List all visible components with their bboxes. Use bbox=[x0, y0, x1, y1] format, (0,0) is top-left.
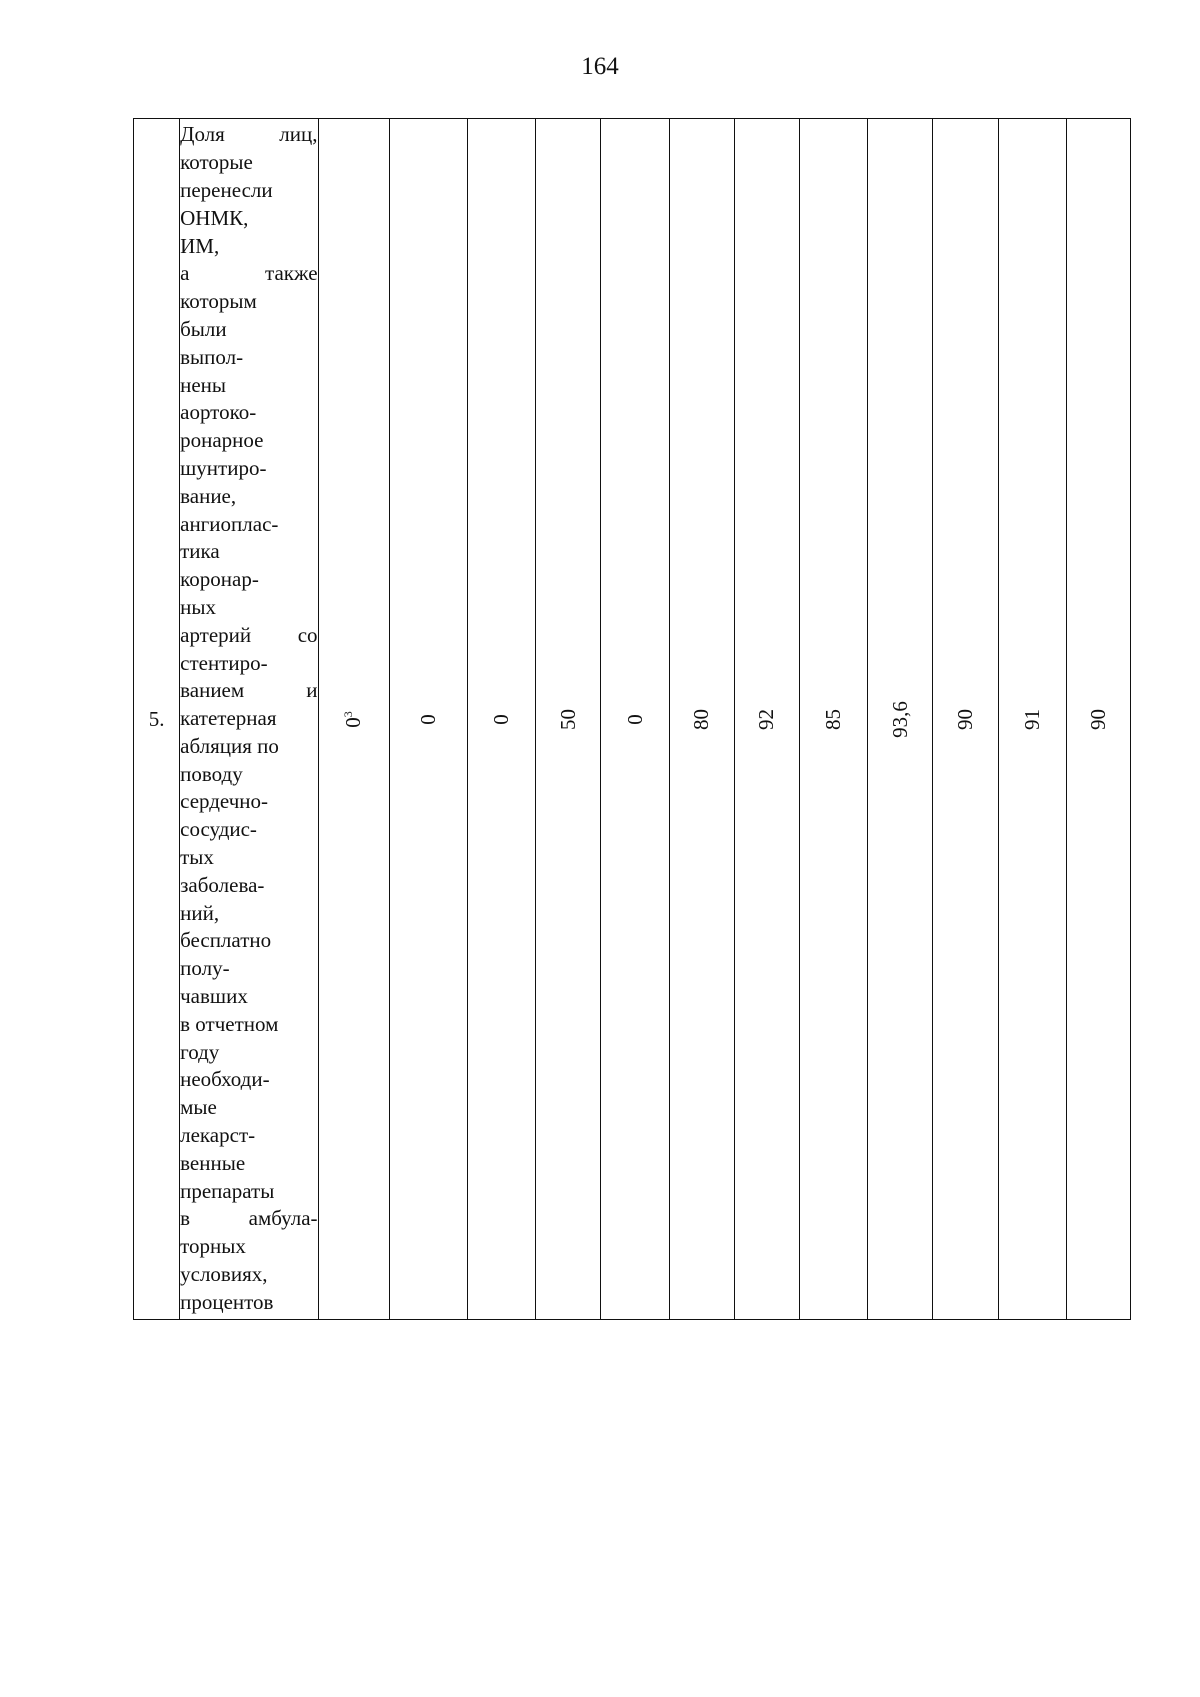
description-line: заболева- bbox=[180, 872, 265, 897]
value-cell-5 bbox=[601, 119, 669, 1320]
description-line: препараты bbox=[180, 1178, 275, 1203]
value-7: 92 bbox=[754, 708, 779, 730]
value-cell-9 bbox=[868, 119, 933, 1320]
description-line: поводу bbox=[180, 761, 243, 786]
description-line: бесплатно bbox=[180, 928, 272, 953]
description-line: условиях, bbox=[180, 1262, 268, 1287]
value-cell-8 bbox=[799, 119, 867, 1320]
description-line: процентов bbox=[180, 1289, 274, 1314]
description-line: вание, bbox=[180, 483, 237, 508]
value-9: 93,6 bbox=[887, 700, 912, 738]
description-line: стентиро- bbox=[180, 650, 268, 675]
description-line: ОНМК, bbox=[180, 205, 249, 230]
value-cell-10 bbox=[933, 119, 998, 1320]
description-line: аортоко- bbox=[180, 400, 257, 425]
description-line: лекарст- bbox=[180, 1123, 256, 1148]
description-line: тых bbox=[180, 845, 214, 870]
description-line: которым bbox=[180, 289, 257, 314]
value-cell-1 bbox=[318, 119, 389, 1320]
description-line: коронар- bbox=[180, 567, 259, 592]
description-line: Доля лиц, bbox=[180, 122, 318, 147]
value-1: 0$^3$ bbox=[341, 710, 366, 728]
value-cell-4 bbox=[536, 119, 601, 1320]
value-cell-12 bbox=[1066, 119, 1130, 1320]
indicator-description-cell bbox=[180, 119, 318, 1320]
description-line: чавших bbox=[180, 984, 248, 1009]
value-cell-2 bbox=[389, 119, 467, 1320]
value-3: 0 bbox=[489, 713, 514, 725]
description-line: торных bbox=[180, 1234, 246, 1259]
footnote-marker: 3 bbox=[341, 710, 356, 717]
description-line: катетерная bbox=[180, 706, 277, 731]
value-cell-3 bbox=[467, 119, 535, 1320]
description-line: тика bbox=[180, 539, 220, 564]
value-11: 91 bbox=[1019, 708, 1044, 730]
value-cell-11 bbox=[998, 119, 1066, 1320]
description-line: шунтиро- bbox=[180, 455, 267, 480]
description-line: ванием и bbox=[180, 678, 318, 703]
value-2: 0 bbox=[415, 713, 440, 725]
value-6: 80 bbox=[689, 708, 714, 730]
value-cell-7 bbox=[734, 119, 799, 1320]
indicator-description bbox=[180, 121, 317, 1316]
value-8: 85 bbox=[821, 708, 846, 730]
value-10: 90 bbox=[952, 708, 977, 730]
description-line: были bbox=[180, 316, 227, 341]
description-line: мые bbox=[180, 1095, 217, 1120]
description-line: перенесли bbox=[180, 177, 273, 202]
description-line: ангиоплас- bbox=[180, 511, 279, 536]
description-line: ний, bbox=[180, 900, 220, 925]
description-line: в отчетном bbox=[180, 1011, 279, 1036]
data-table bbox=[133, 118, 1131, 1320]
description-line: ИМ, bbox=[180, 233, 220, 258]
value-12: 90 bbox=[1085, 708, 1110, 730]
row-index: 5. bbox=[148, 706, 165, 731]
description-line: выпол- bbox=[180, 344, 244, 369]
table-row bbox=[134, 119, 1131, 1320]
description-line: абляция по bbox=[180, 733, 279, 758]
description-line: венные bbox=[180, 1150, 246, 1175]
description-line: году bbox=[180, 1039, 220, 1064]
description-line: а также bbox=[180, 261, 318, 286]
description-line: артерий со bbox=[180, 622, 318, 647]
description-line: сердечно- bbox=[180, 789, 269, 814]
description-line: в амбула- bbox=[180, 1206, 318, 1231]
value-cell-6 bbox=[669, 119, 734, 1320]
description-line: полу- bbox=[180, 956, 230, 981]
description-line: сосудис- bbox=[180, 817, 257, 842]
page-number: 164 bbox=[581, 53, 619, 80]
description-line: необходи- bbox=[180, 1067, 270, 1092]
description-line: ных bbox=[180, 594, 216, 619]
row-index-cell bbox=[134, 119, 180, 1320]
description-line: которые bbox=[180, 150, 253, 175]
description-line: ронарное bbox=[180, 428, 264, 453]
value-5: 0 bbox=[622, 713, 647, 725]
description-line: нены bbox=[180, 372, 227, 397]
value-4: 50 bbox=[555, 708, 580, 730]
